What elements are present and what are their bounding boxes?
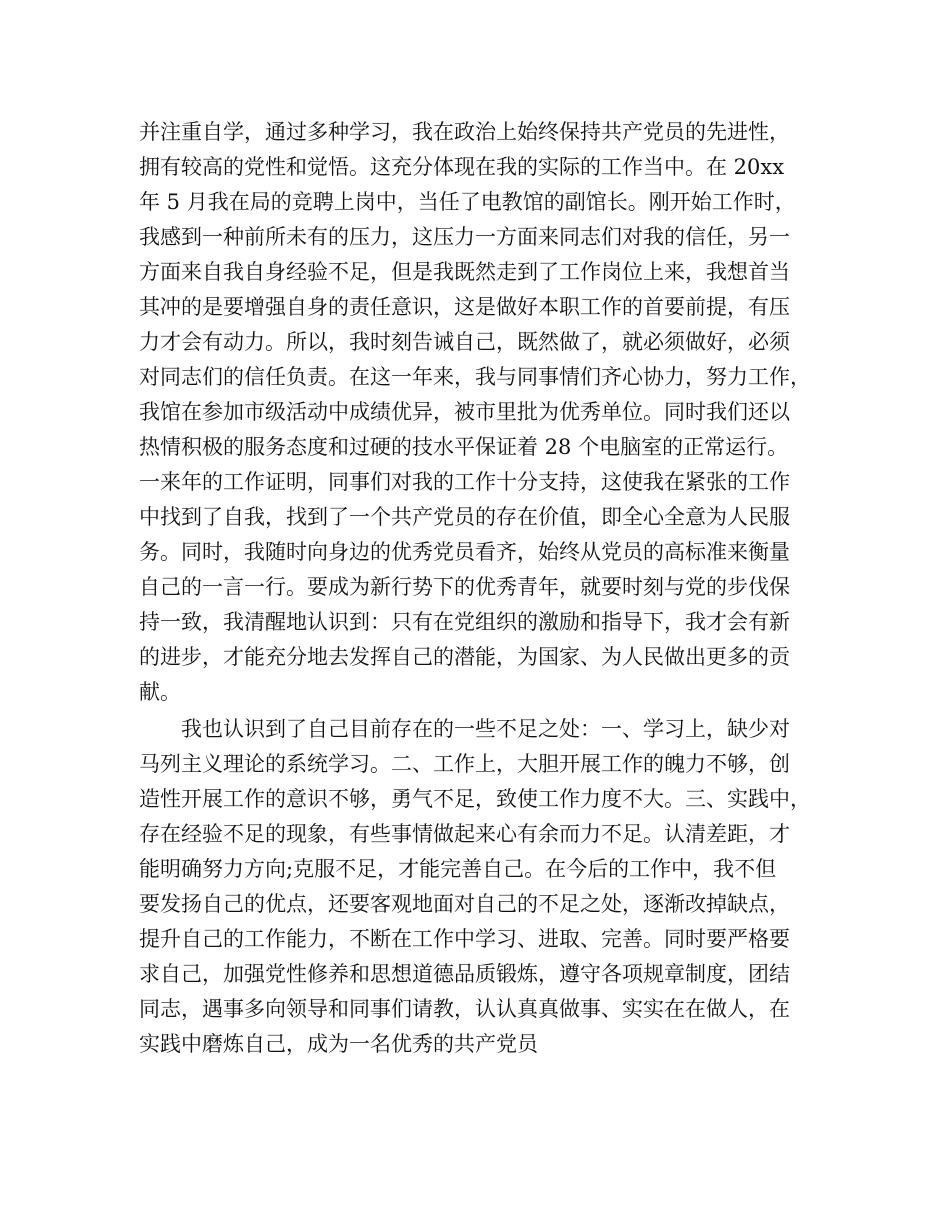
text-line: 一来年的工作证明，同事们对我的工作十分支持，这使我在紧张的工作 <box>139 470 790 494</box>
text-line: 并注重自学，通过多种学习，我在政治上始终保持共产党员的先进性， <box>139 120 790 144</box>
text-line: 对同志们的信任负责。在这一年来，我与同事情们齐心协力，努力工作， <box>139 365 811 389</box>
text-line: 提升自己的工作能力，不断在工作中学习、进取、完善。同时要严格要 <box>139 927 790 951</box>
text-line: 中找到了自我，找到了一个共产党员的存在价值，即全心全意为人民服 <box>139 505 790 529</box>
text-line: 年 5 月我在局的竞聘上岗中，当任了电教馆的副馆长。刚开始工作时， <box>139 190 796 214</box>
text-line: 要发扬自己的优点，还要客观地面对自己的不足之处，逐渐改掉缺点， <box>139 892 790 916</box>
text-line: 我馆在参加市级活动中成绩优异，被市里批为优秀单位。同时我们还以 <box>139 400 790 424</box>
text-line: 其冲的是要增强自身的责任意识，这是做好本职工作的首要前提，有压 <box>139 295 790 319</box>
text-line: 马列主义理论的系统学习。二、工作上，大胆开展工作的魄力不够，创 <box>139 752 790 776</box>
text-line: 实践中磨炼自己，成为一名优秀的共产党员 <box>139 1032 538 1056</box>
text-line: 造性开展工作的意识不够，勇气不足，致使工作力度不大。三、实践中， <box>139 787 811 811</box>
paragraph-1 <box>139 115 829 710</box>
text-line: 同志，遇事多向领导和同事们请教，认认真真做事、实实在在做人，在 <box>139 997 790 1021</box>
text-line: 热情积极的服务态度和过硬的技水平保证着 28 个电脑室的正常运行。 <box>139 435 789 459</box>
text-line: 存在经验不足的现象，有些事情做起来心有余而力不足。认清差距，才 <box>139 822 790 846</box>
paragraph-2 <box>139 712 829 1062</box>
text-line: 的进步，才能充分地去发挥自己的潜能，为国家、为人民做出更多的贡 <box>139 645 790 669</box>
text-line: 能明确努力方向;克服不足，才能完善自己。在今后的工作中，我不但 <box>139 857 777 881</box>
text-line: 我感到一种前所未有的压力，这压力一方面来同志们对我的信任，另一 <box>139 225 790 249</box>
text-line: 献。 <box>139 680 181 704</box>
text-line: 我也认识到了自己目前存在的一些不足之处：一、学习上，缺少对 <box>139 717 790 741</box>
text-line: 务。同时，我随时向身边的优秀党员看齐，始终从党员的高标准来衡量 <box>139 540 790 564</box>
text-line: 方面来自我自身经验不足，但是我既然走到了工作岗位上来，我想首当 <box>139 260 790 284</box>
text-line: 求自己，加强党性修养和思想道德品质锻炼，遵守各项规章制度，团结 <box>139 962 790 986</box>
text-line: 拥有较高的党性和觉悟。这充分体现在我的实际的工作当中。在 20xx <box>139 155 785 179</box>
text-line: 持一致，我清醒地认识到：只有在党组织的激励和指导下，我才会有新 <box>139 610 790 634</box>
text-line: 自己的一言一行。要成为新行势下的优秀青年，就要时刻与党的步伐保 <box>139 575 790 599</box>
text-line: 力才会有动力。所以，我时刻告诫自己，既然做了，就必须做好，必须 <box>139 330 790 354</box>
